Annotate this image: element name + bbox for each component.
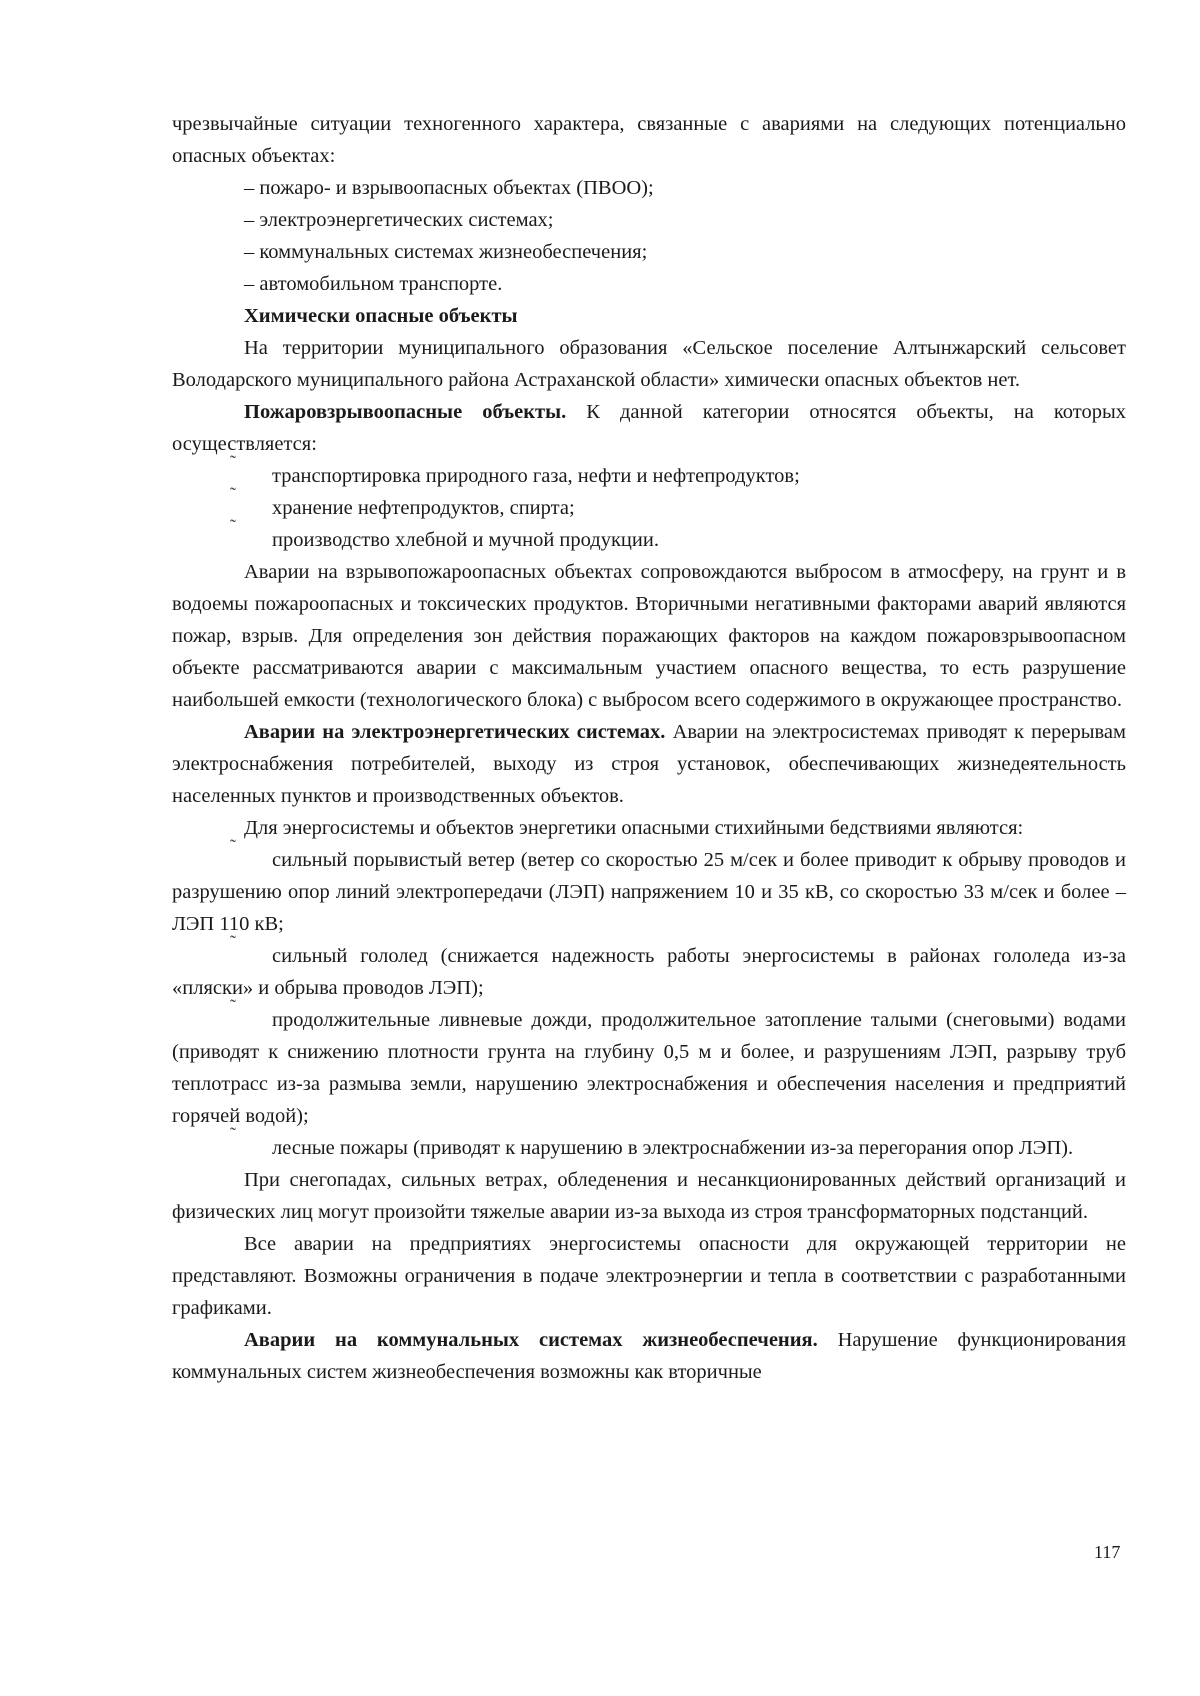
tilde-bullet-icon: ˜ — [230, 932, 236, 952]
intro-list-item: – пожаро- и взрывоопасных объектах (ПВОО); — [244, 177, 654, 199]
intro-list-item: – коммунальных системах жизнеобеспечения; — [244, 241, 648, 263]
energy-paragraph: Аварии на электроэнергетических системах. Аварии на электросистемах приводят к перерывам электроснабжения потребителей, выходу из строя установок, обеспечивающих жизнедеятельность населенных пунктов и производственных объектов. — [172, 721, 1126, 807]
tilde-bullet-icon: ˜ — [230, 1124, 236, 1144]
tilde-bullet-icon: ˜ — [230, 484, 236, 504]
chemical-paragraph: На территории муниципального образования «Сельское поселение Алтынжарский сельсовет Володарского муниципального района Астраханской области» химически опасных объектов нет. — [172, 337, 1126, 391]
intro-paragraph: чрезвычайные ситуации техногенного характера, связанные с авариями на следующих потенциально опасных объектах: — [172, 113, 1126, 167]
document-page — [172, 108, 1126, 1388]
fire-list-item: ˜ транспортировка природного газа, нефти и нефтепродуктов; — [172, 460, 1126, 492]
energy-list-item: ˜ лесные пожары (приводят к нарушению в электроснабжении из-за перегорания опор ЛЭП). — [172, 1132, 1126, 1164]
fire-list-item: ˜ хранение нефтепродуктов, спирта; — [172, 492, 1126, 524]
communal-paragraph: Аварии на коммунальных системах жизнеобеспечения. Нарушение функционирования коммунальных систем жизнеобеспечения возможны как вторичные — [172, 1329, 1126, 1383]
energy-safety-paragraph: Все аварии на предприятиях энергосистемы опасности для окружающей территории не представляют. Возможны ограничения в подаче электроэнергии и тепла в соответствии с разработанными графиками. — [172, 1233, 1126, 1319]
page-number: 117 — [1094, 1542, 1121, 1562]
section-heading-energy: Аварии на электроэнергетических системах. — [244, 721, 666, 743]
energy-storms-paragraph: При снегопадах, сильных ветрах, обледенения и несанкционированных действий организаций и физических лиц могут произойти тяжелые аварии из-за выхода из строя трансформаторных подстанций. — [172, 1169, 1126, 1223]
tilde-bullet-icon: ˜ — [230, 516, 236, 536]
energy-hazards-paragraph: Для энергосистемы и объектов энергетики опасными стихийными бедствиями являются: — [244, 817, 1024, 839]
tilde-bullet-icon: ˜ — [230, 836, 236, 856]
fire-paragraph: Пожаровзрывоопасные объекты. К данной категории относятся объекты, на которых осуществляется: — [172, 401, 1126, 455]
section-heading-communal: Аварии на коммунальных системах жизнеобеспечения. — [244, 1329, 818, 1351]
energy-list-item: ˜ сильный порывистый ветер (ветер со скоростью 25 м/сек и более приводит к обрыву проводов и разрушению опор линий электропередачи (ЛЭП) напряжением 10 и 35 кВ, со скоростью 33 м/сек и более – ЛЭП 110 кВ; — [172, 844, 1126, 940]
tilde-bullet-icon: ˜ — [230, 452, 236, 472]
section-heading-fire: Пожаровзрывоопасные объекты. — [244, 401, 567, 423]
fire-list-item: ˜ производство хлебной и мучной продукции. — [172, 524, 1126, 556]
energy-list-item: ˜ сильный гололед (снижается надежность работы энергосистемы в районах гололеда из-за «пляски» и обрыва проводов ЛЭП); — [172, 940, 1126, 1004]
section-heading-chemical: Химически опасные объекты — [244, 305, 518, 327]
energy-list-item: ˜ продолжительные ливневые дожди, продолжительное затопление талыми (снеговыми) водами (приводят к снижению плотности грунта на глубину 0,5 м и более, и разрушениям ЛЭП, разрыву труб теплотрасс из-за размыва земли, нарушению электроснабжения и обеспечения населения и предприятий горячей водой); — [172, 1004, 1126, 1132]
fire-accidents-paragraph: Аварии на взрывопожароопасных объектах сопровождаются выбросом в атмосферу, на грунт и в водоемы пожароопасных и токсических продуктов. Вторичными негативными факторами аварий являются пожар, взрыв. Для определения зон действия поражающих факторов на каждом пожаровзрывоопасном объекте рассматриваются аварии с максимальным участием опасного вещества, то есть разрушение наибольшей емкости (технологического блока) с выбросом всего содержимого в окружающее пространство. — [172, 561, 1126, 711]
intro-list-item: – электроэнергетических системах; — [244, 209, 554, 231]
tilde-bullet-icon: ˜ — [230, 996, 236, 1016]
intro-list-item: – автомобильном транспорте. — [244, 273, 503, 295]
